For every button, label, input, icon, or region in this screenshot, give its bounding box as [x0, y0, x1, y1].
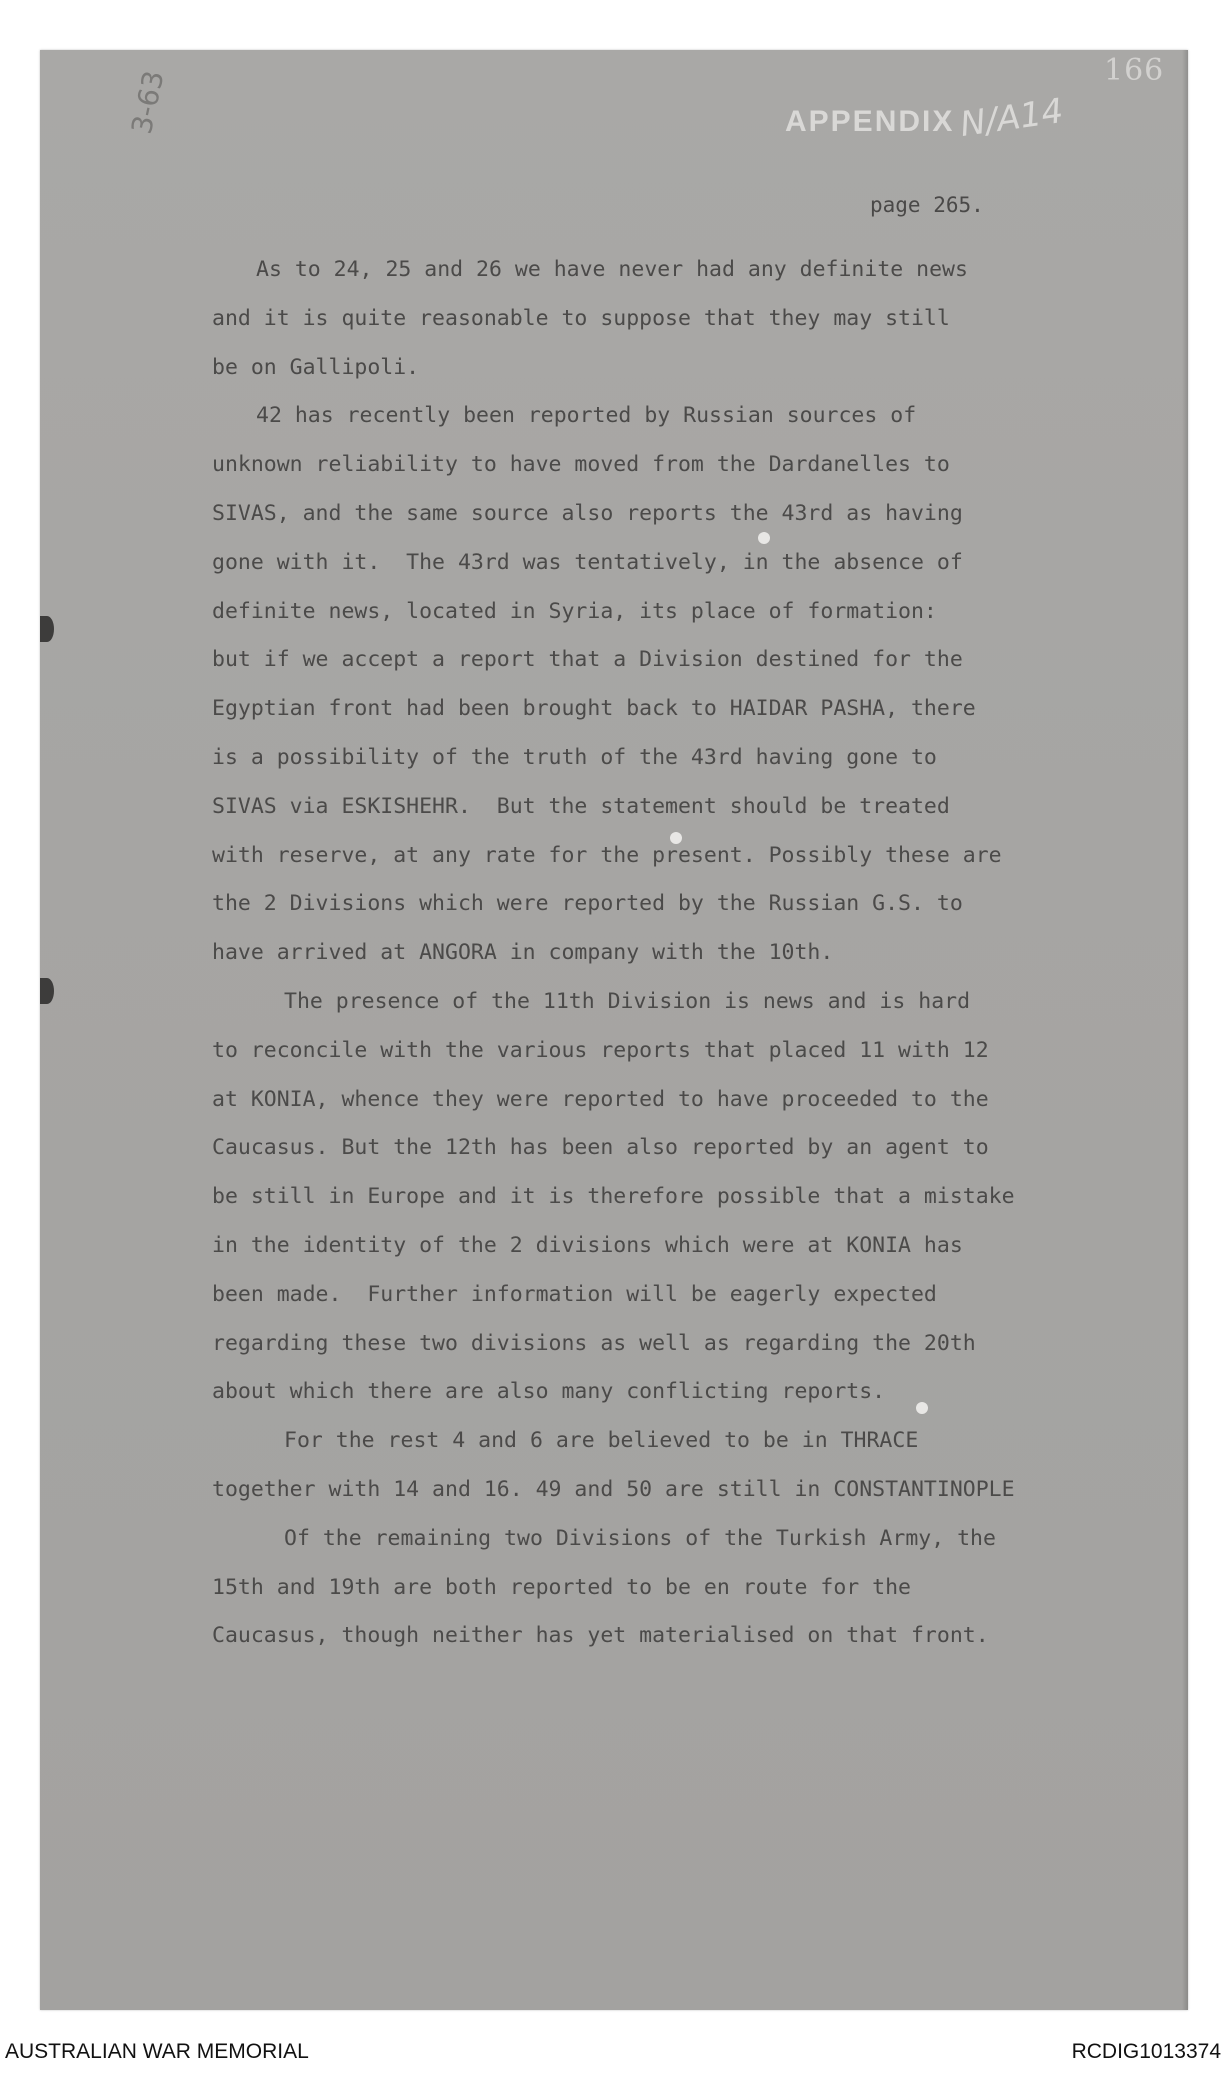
- appendix-stamp: APPENDIX: [785, 105, 955, 138]
- pencil-annotation: 3-63: [125, 67, 171, 137]
- text-line: the 2 Divisions which were reported by the Russian G.S. to: [212, 891, 963, 917]
- punch-hole-upper: [40, 616, 54, 642]
- appendix-reference: N/A14: [957, 90, 1066, 146]
- text-line: Egyptian front had been brought back to HAIDAR PASHA, there: [212, 696, 976, 722]
- text-line: in the identity of the 2 divisions which were at KONIA has: [212, 1232, 963, 1258]
- text-line: gone with it. The 43rd was tentatively, in the absence of: [212, 549, 963, 575]
- text-line: about which there are also many conflicting reports.: [212, 1379, 886, 1405]
- text-line: together with 14 and 16. 49 and 50 are still in CONSTANTINOPLE: [212, 1476, 1015, 1502]
- text-line: Of the remaining two Divisions of the Turkish Army, the: [284, 1525, 996, 1551]
- text-line: 42 has recently been reported by Russian sources of: [256, 403, 917, 429]
- text-line: definite news, located in Syria, its place of formation:: [212, 598, 937, 624]
- text-line: Caucasus. But the 12th has been also reported by an agent to: [212, 1135, 989, 1161]
- text-line: be on Gallipoli.: [212, 354, 420, 380]
- footer-record-id: RCDIG1013374: [1071, 2040, 1221, 2063]
- text-line: As to 24, 25 and 26 we have never had any definite news: [256, 257, 968, 282]
- text-line: regarding these two divisions as well as regarding the 20th: [212, 1330, 976, 1356]
- footer-institution: AUSTRALIAN WAR MEMORIAL: [5, 2040, 309, 2063]
- text-line: be still in Europe and it is therefore possible that a mistake: [212, 1184, 1015, 1210]
- text-line: and it is quite reasonable to suppose that they may still: [212, 305, 950, 331]
- punch-hole-lower: [40, 978, 54, 1004]
- text-line: Caucasus, though neither has yet materialised on that front.: [212, 1623, 989, 1649]
- document-sheet: [40, 50, 1188, 2010]
- text-line: The presence of the 11th Division is news and is hard: [284, 988, 971, 1014]
- typed-body-text: [212, 246, 1192, 1661]
- folio-number: 166: [1104, 53, 1165, 88]
- text-line: have arrived at ANGORA in company with the 10th.: [212, 940, 834, 966]
- text-line: unknown reliability to have moved from the Dardanelles to: [212, 452, 950, 478]
- page-reference: page 265.: [870, 193, 984, 217]
- text-line: SIVAS via ESKISHEHR. But the statement should be treated: [212, 793, 950, 819]
- text-line: to reconcile with the various reports that placed 11 with 12: [212, 1037, 989, 1063]
- text-line: but if we accept a report that a Division destined for the: [212, 647, 963, 673]
- text-line: 15th and 19th are both reported to be en route for the: [212, 1574, 911, 1600]
- text-line: with reserve, at any rate for the present. Possibly these are: [212, 842, 1002, 868]
- text-line: SIVAS, and the same source also reports the 43rd as having: [212, 500, 963, 526]
- text-line: For the rest 4 and 6 are believed to be in THRACE: [284, 1428, 919, 1454]
- text-line: at KONIA, whence they were reported to have proceeded to the: [212, 1086, 989, 1112]
- text-line: been made. Further information will be eagerly expected: [212, 1281, 937, 1307]
- text-line: is a possibility of the truth of the 43rd having gone to: [212, 744, 937, 770]
